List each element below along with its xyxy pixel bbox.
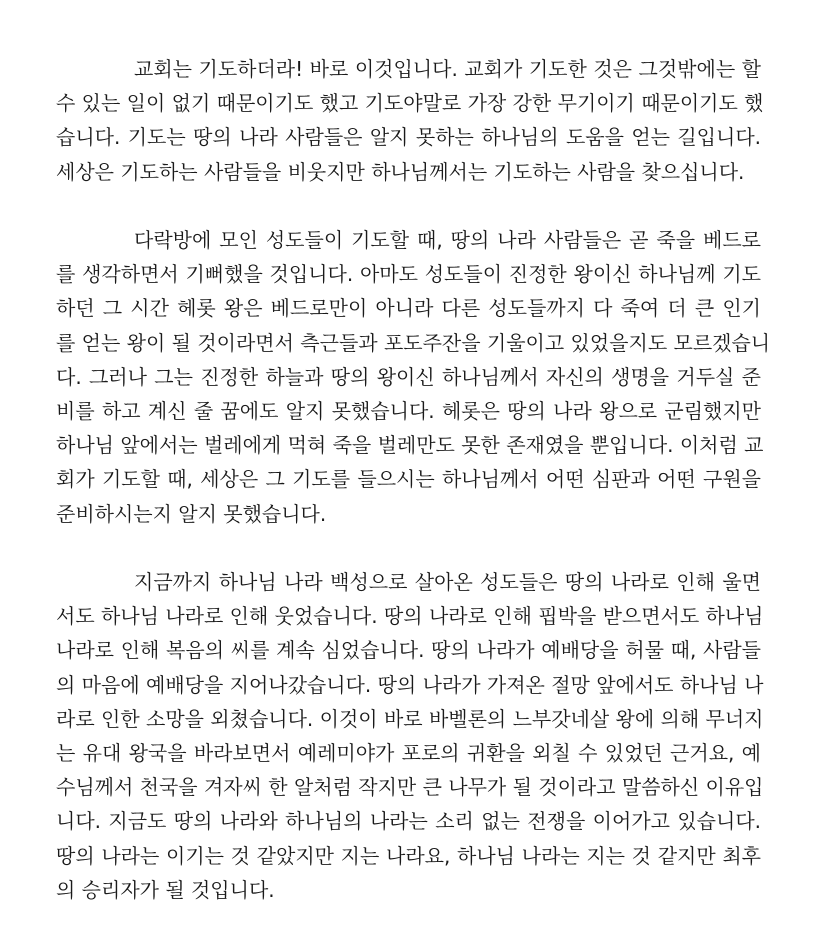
paragraph-kingdom-people (56, 565, 764, 907)
text-line: 의 승리자가 될 것입니다. (56, 877, 275, 902)
paragraph-upper-room (56, 223, 771, 531)
text-line: 니다. 지금도 땅의 나라와 하나님의 나라는 소리 없는 전쟁을 이어가고 있습니다. (56, 809, 761, 834)
text-line: 하던 그 시간 헤롯 왕은 베드로만이 아니라 다른 성도들까지 다 죽여 더 큰 인기 (56, 296, 761, 321)
text-line: 습니다. 기도는 땅의 나라 사람들은 알지 못하는 하나님의 도움을 얻는 길입니다. (56, 125, 761, 150)
text-line: 서도 하나님 나라로 인해 웃었습니다. 땅의 나라로 인해 핍박을 받으면서도 하나님 (56, 604, 764, 629)
text-line: 세상은 기도하는 사람들을 비웃지만 하나님께서는 기도하는 사람을 찾으십니다. (56, 159, 745, 184)
text-line: 다락방에 모인 성도들이 기도할 때, 땅의 나라 사람들은 곧 죽을 베드로 (134, 228, 761, 252)
text-line: 는 유대 왕국을 바라보면서 예레미야가 포로의 귀환을 외칠 수 있었던 근거요, 예 (56, 740, 761, 765)
text-line: 나라로 인해 복음의 씨를 계속 심었습니다. 땅의 나라가 예배당을 허물 때, 사람들 (56, 638, 761, 663)
text-line: 비를 하고 계신 줄 꿈에도 알지 못했습니다. 헤롯은 땅의 나라 왕으로 군림했지만 (56, 398, 761, 423)
text-line: 준비하시는지 알지 못했습니다. (56, 501, 327, 526)
text-line: 다. 그러나 그는 진정한 하늘과 땅의 왕이신 하나님께서 자신의 생명을 거두실 준 (56, 364, 761, 389)
text-line: 를 얻는 왕이 될 것이라면서 측근들과 포도주잔을 기울이고 있었을지도 모르겠습니 (56, 330, 771, 355)
text-line: 땅의 나라는 이기는 것 같았지만 지는 나라요, 하나님 나라는 지는 것 같지만 최후 (56, 843, 761, 868)
text-line: 교회는 기도하더라! 바로 이것입니다. 교회가 기도한 것은 그것밖에는 할 (134, 57, 761, 81)
paragraph-church-prayed (56, 52, 764, 189)
text-line: 수님께서 천국을 겨자씨 한 알처럼 작지만 큰 나무가 될 것이라고 말씀하신 이유입 (56, 775, 764, 800)
text-line: 라로 인한 소망을 외쳤습니다. 이것이 바로 바벨론의 느부갓네살 왕에 의해 무너지 (56, 706, 764, 731)
text-line: 하나님 앞에서는 벌레에게 먹혀 죽을 벌레만도 못한 존재였을 뿐입니다. 이처럼 교 (56, 433, 764, 458)
text-line: 수 있는 일이 없기 때문이기도 했고 기도야말로 가장 강한 무기이기 때문이기도 했 (56, 91, 764, 116)
text-line: 지금까지 하나님 나라 백성으로 살아온 성도들은 땅의 나라로 인해 울면 (134, 570, 761, 594)
text-line: 회가 기도할 때, 세상은 그 기도를 들으시는 하나님께서 어떤 심판과 어떤 구원을 (56, 467, 761, 492)
text-line: 를 생각하면서 기뻐했을 것입니다. 아마도 성도들이 진정한 왕이신 하나님께 기도 (56, 262, 761, 287)
text-line: 의 마음에 예배당을 지어나갔습니다. 땅의 나라가 가져온 절망 앞에서도 하나님 나 (56, 672, 764, 697)
